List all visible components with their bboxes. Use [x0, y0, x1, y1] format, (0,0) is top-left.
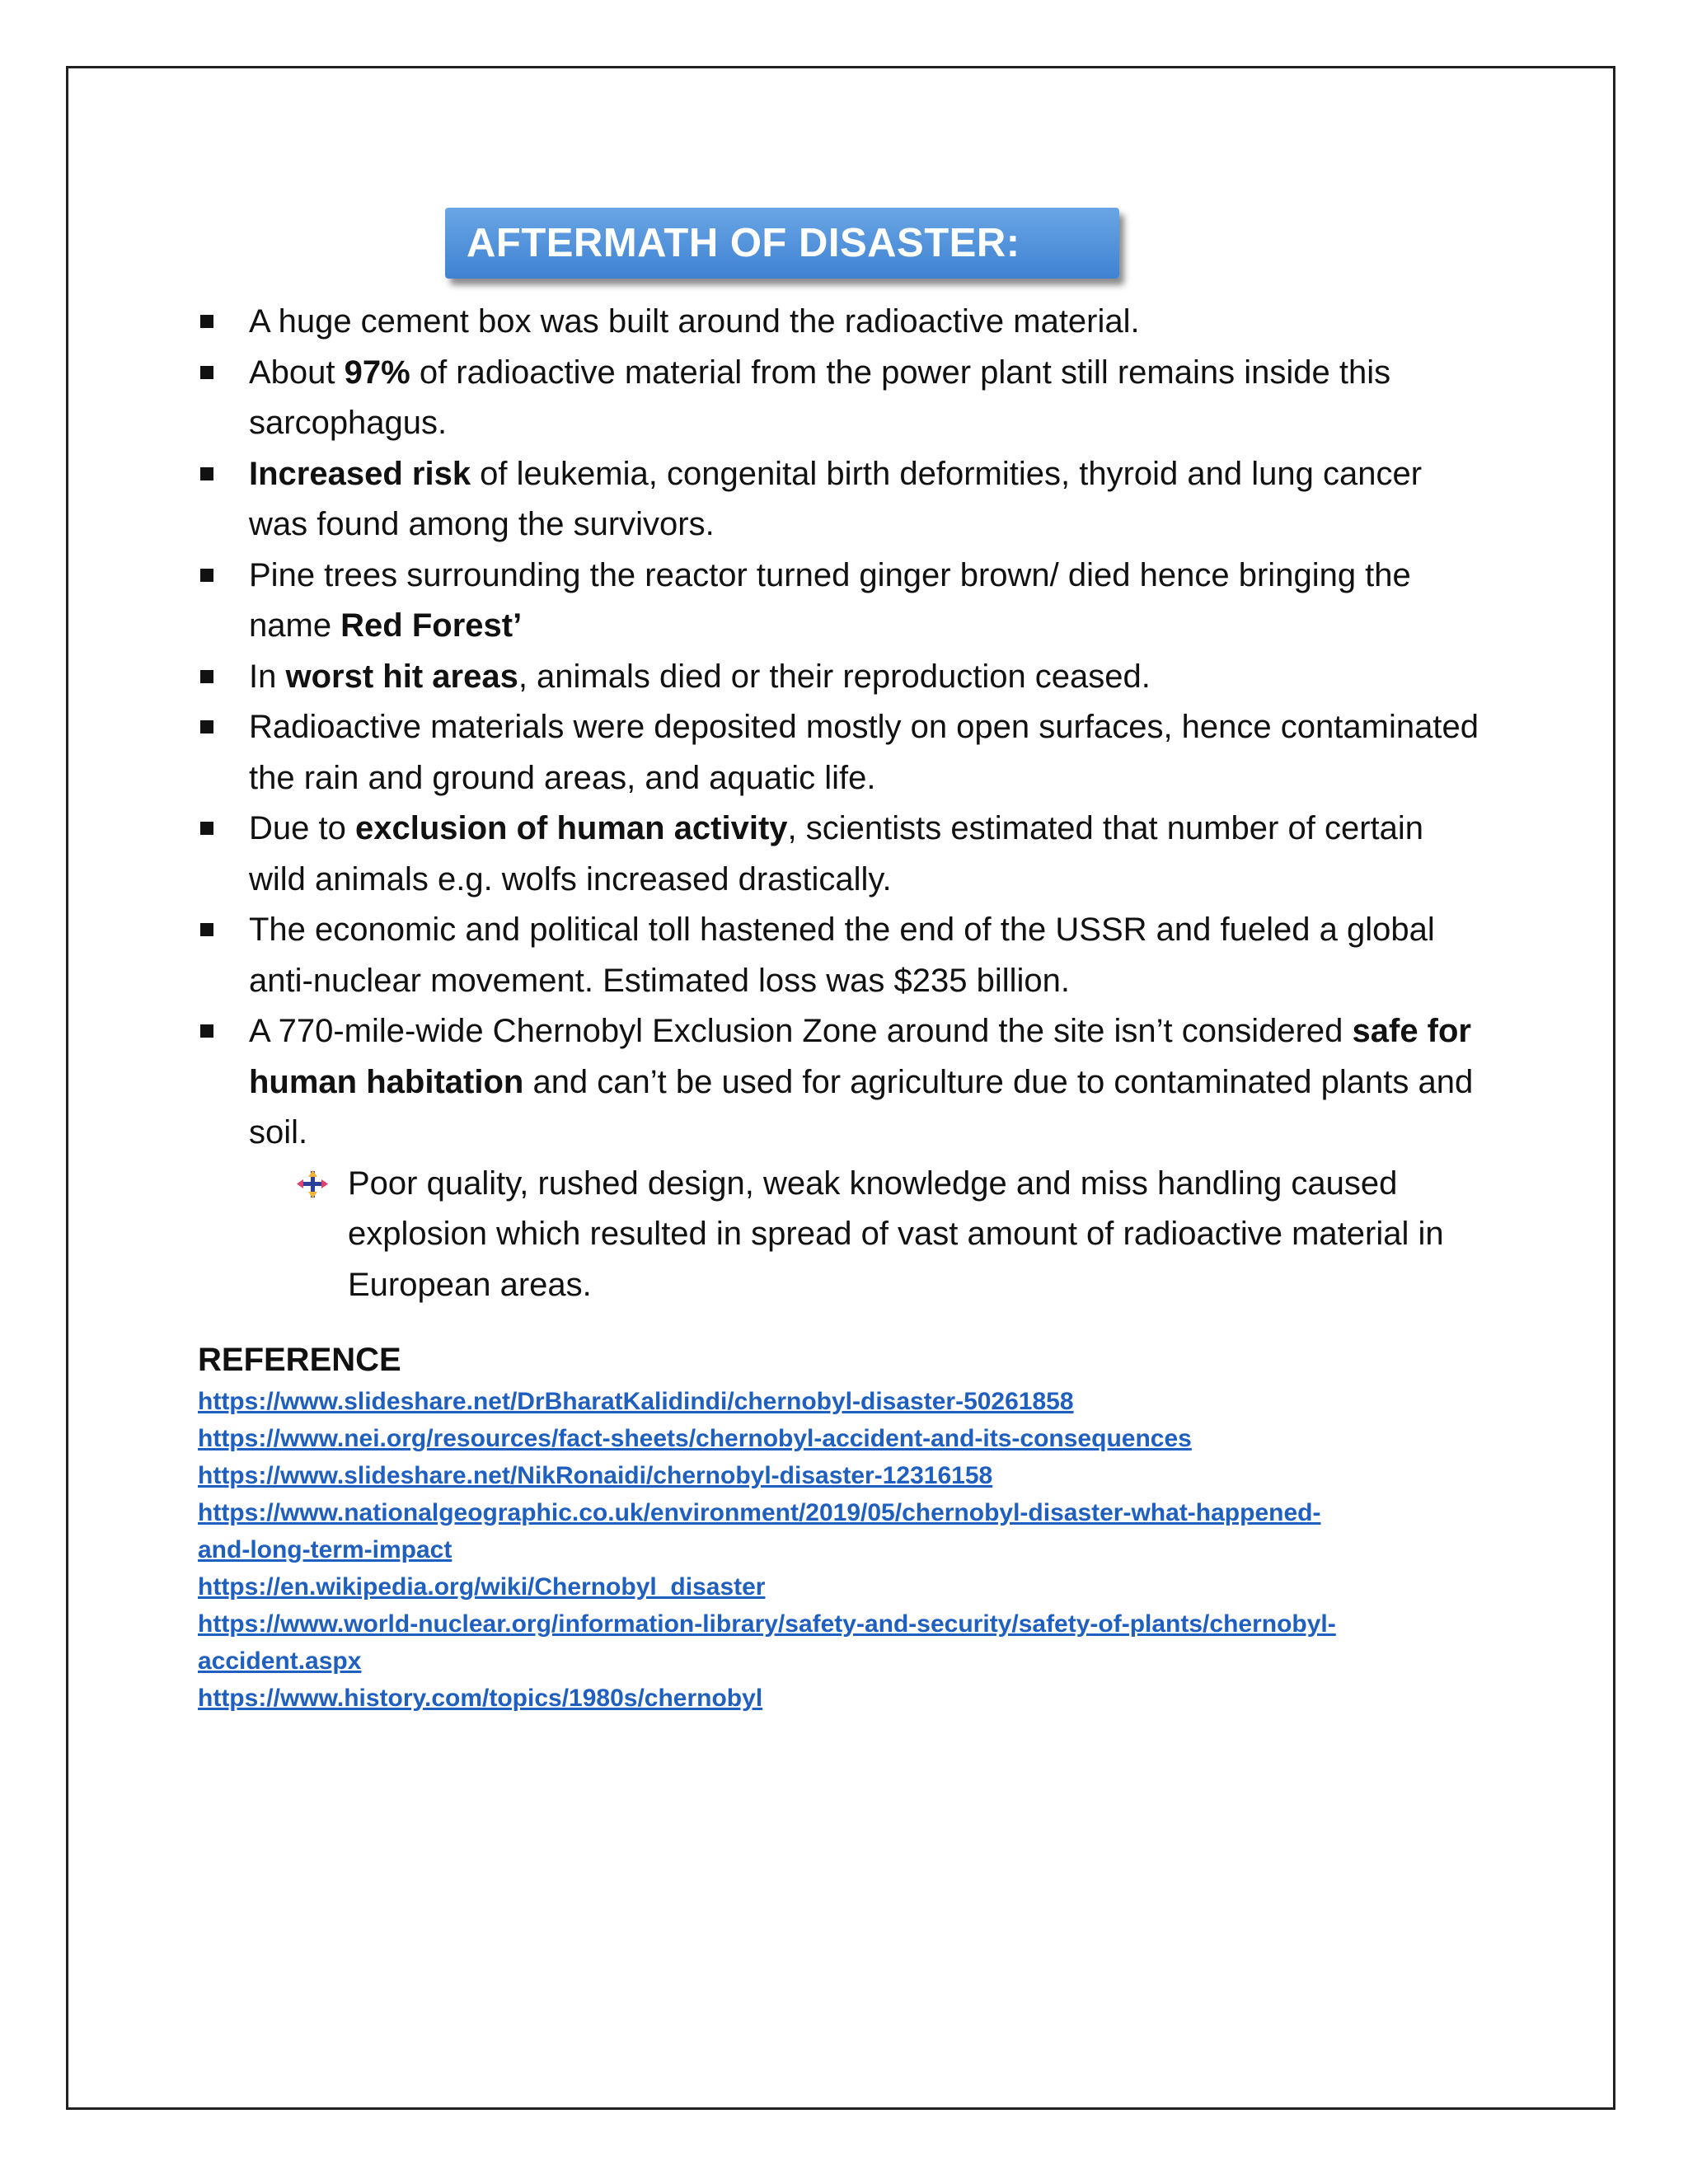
bullet-text-post: of radioactive material from the power plant still remains inside this sarcophagus. [249, 354, 1391, 441]
reference-link-continuation: accident.aspx [198, 1647, 362, 1675]
square-bullet-icon [200, 366, 213, 379]
list-item [198, 1006, 1484, 1159]
square-bullet-icon [200, 569, 213, 582]
four-arrow-bullet-icon [297, 1170, 328, 1198]
bullet-text-bold: safe for human habitation [249, 1013, 1471, 1100]
reference-link-text: https://www.slideshare.net/DrBharatKalidindi/chernobyl-disaster-50261858 [198, 1388, 1074, 1415]
reference-link[interactable] [198, 1494, 1500, 1568]
reference-link[interactable] [198, 1457, 1500, 1494]
reference-link-text: https://www.history.com/topics/1980s/chernobyl [198, 1685, 763, 1712]
square-bullet-icon [200, 467, 213, 480]
square-bullet-icon [200, 1024, 213, 1038]
bullet-text-bold: worst hit areas [285, 658, 518, 695]
bullet-text-bold: 97% [344, 354, 410, 391]
bullet-text-pre: Radioactive materials were deposited mostly on open surfaces, hence contaminated the rain and ground areas, and aquatic life. [249, 709, 1479, 796]
bullet-text-post: , scientists estimated that number of certain wild animals e.g. wolfs increased drastically. [249, 810, 1424, 898]
aftermath-bullet-list [198, 297, 1484, 1310]
list-item [198, 449, 1484, 551]
list-item [198, 348, 1484, 449]
reference-link[interactable] [198, 1383, 1500, 1420]
list-item [198, 702, 1484, 804]
bullet-text-bold: Red Forest’ [340, 607, 523, 644]
bullet-text-bold: exclusion of human activity [354, 810, 788, 846]
square-bullet-icon [200, 670, 213, 683]
reference-link-text: https://www.slideshare.net/NikRonaidi/chernobyl-disaster-12316158 [198, 1462, 993, 1489]
list-item [198, 652, 1484, 703]
square-bullet-icon [200, 315, 213, 328]
list-item [198, 905, 1484, 1006]
bullet-text-post: and can’t be used for agriculture due to contaminated plants and soil. [249, 1063, 1474, 1151]
reference-link[interactable] [198, 1680, 1500, 1717]
reference-link[interactable] [198, 1420, 1500, 1457]
bullet-text-pre: Pine trees surrounding the reactor turned ginger brown/ died hence bringing the name [249, 556, 1411, 644]
bullet-text-pre: About [249, 354, 345, 391]
bullet-text-pre: In [249, 658, 286, 695]
reference-links [198, 1383, 1500, 1717]
reference-link[interactable] [198, 1605, 1500, 1680]
square-bullet-icon [200, 822, 213, 835]
reference-link-text: https://en.wikipedia.org/wiki/Chernobyl_disaster [198, 1573, 766, 1601]
bullet-text-pre: A 770-mile-wide Chernobyl Exclusion Zone around the site isn’t considered [249, 1013, 1353, 1049]
sub-bullet-text: Poor quality, rushed design, weak knowledge and miss handling caused explosion which resulted in spread of vast amount of radioactive material in European areas. [348, 1165, 1444, 1303]
bullet-text-post: , animals died or their reproduction ceased. [518, 658, 1151, 695]
reference-heading: REFERENCE [198, 1342, 401, 1378]
list-item [198, 297, 1484, 348]
reference-link-text: https://www.nei.org/resources/fact-sheets/chernobyl-accident-and-its-consequences [198, 1425, 1192, 1452]
list-item [198, 804, 1484, 905]
section-title: AFTERMATH OF DISASTER: [445, 208, 1119, 279]
list-item [198, 551, 1484, 652]
bullet-text-pre: Due to [249, 810, 355, 846]
reference-link-text: https://www.nationalgeographic.co.uk/environment/2019/05/chernobyl-disaster-what-happened- [198, 1499, 1321, 1526]
reference-link-continuation: and-long-term-impact [198, 1536, 452, 1563]
square-bullet-icon [200, 720, 213, 733]
bullet-text-pre: A huge cement box was built around the radioactive material. [249, 303, 1140, 340]
reference-link-text: https://www.world-nuclear.org/information-library/safety-and-security/safety-of-plants/chernobyl- [198, 1610, 1336, 1638]
bullet-text-bold: Increased risk [249, 455, 471, 492]
bullet-text-post: of leukemia, congenital birth deformities, thyroid and lung cancer was found among the survivors. [249, 455, 1423, 542]
square-bullet-icon [200, 923, 213, 936]
bullet-text-pre: The economic and political toll hastened the end of the USSR and fueled a global anti-nuclear movement. Estimated loss was $235 billion. [249, 912, 1435, 999]
sub-list-item [348, 1159, 1484, 1311]
reference-link[interactable] [198, 1568, 1500, 1605]
